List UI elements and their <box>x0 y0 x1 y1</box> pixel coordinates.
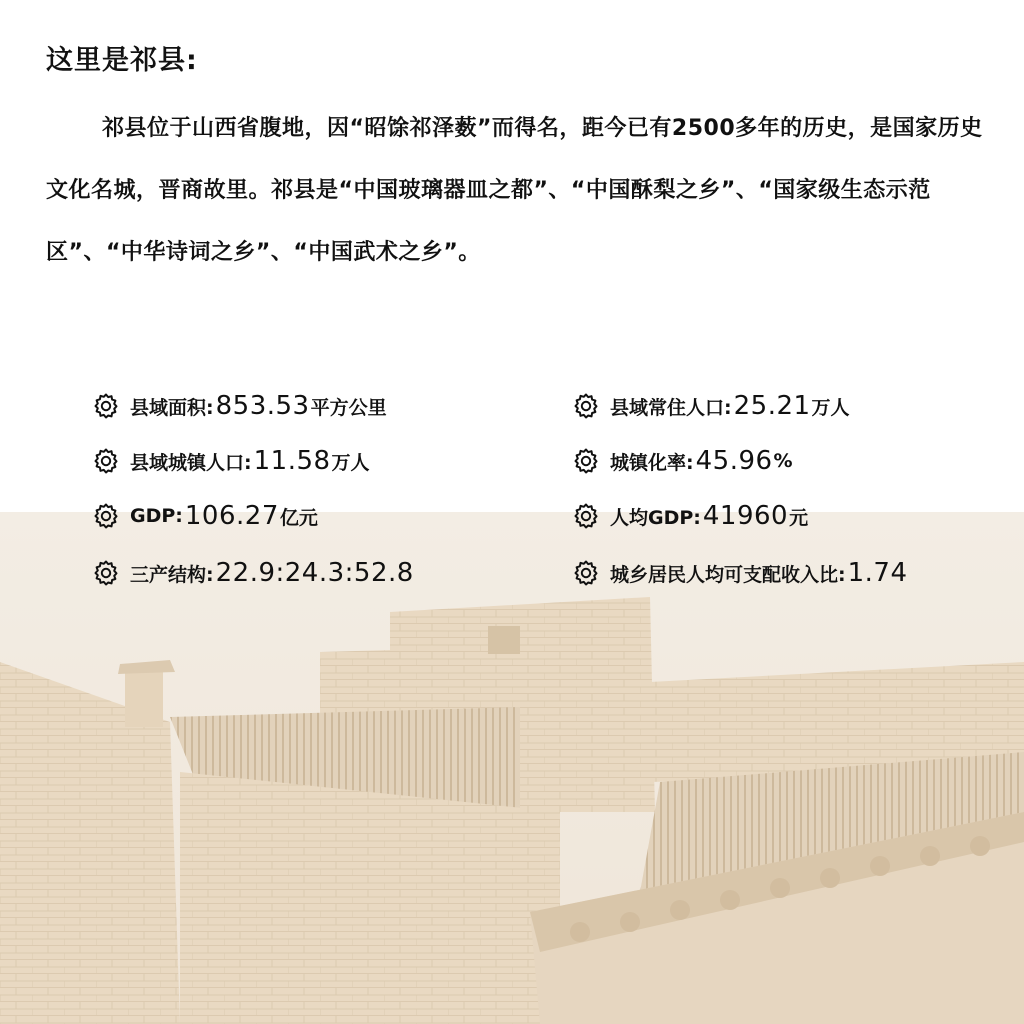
stat-urban-population <box>92 443 370 479</box>
gear-icon <box>92 447 120 475</box>
stat-label: 三产结构: <box>130 563 214 586</box>
gear-icon <box>572 559 600 587</box>
stat-unit: 万人 <box>331 451 370 474</box>
gear-icon <box>572 502 600 530</box>
stat-label: 城乡居民人均可支配收入比: <box>610 563 846 586</box>
stat-label: 县域城镇人口: <box>130 451 252 474</box>
page-title: 这里是祁县: <box>46 45 198 76</box>
stat-unit: 亿元 <box>279 506 318 529</box>
stat-label: 县域常住人口: <box>610 396 732 419</box>
stat-industry-structure <box>92 555 415 591</box>
stat-value: 22.9:24.3:52.8 <box>215 558 414 588</box>
stat-label: GDP: <box>130 505 183 527</box>
stat-value: 25.21 <box>733 391 811 421</box>
gear-icon <box>572 447 600 475</box>
stat-label: 人均GDP: <box>610 506 701 529</box>
gear-icon <box>572 392 600 420</box>
stat-value: 853.53 <box>215 391 310 421</box>
stat-income-ratio <box>572 555 909 591</box>
stat-unit: 平方公里 <box>310 396 387 419</box>
stat-gdp-per-capita <box>572 498 808 534</box>
stat-unit: % <box>773 450 793 472</box>
stat-resident-population <box>572 388 850 424</box>
stat-value: 106.27 <box>184 501 279 531</box>
stat-unit: 万人 <box>811 396 850 419</box>
stat-unit: 元 <box>789 506 809 529</box>
stat-county-area <box>92 388 387 424</box>
gear-icon <box>92 392 120 420</box>
gear-icon <box>92 502 120 530</box>
stat-label: 城镇化率: <box>610 451 694 474</box>
stat-value: 1.74 <box>847 558 908 588</box>
stat-gdp <box>92 498 318 534</box>
intro-paragraph: 祁县位于山西省腹地，因“昭馀祁泽薮”而得名，距今已有2500多年的历史，是国家历史文化名城，晋商故里。祁县是“中国玻璃器皿之都”、“中国酥梨之乡”、“国家级生态示范区”、“中华诗词之乡”、“中国武术之乡”。 <box>46 116 983 265</box>
stat-label: 县域面积: <box>130 396 214 419</box>
stat-value: 11.58 <box>253 446 331 476</box>
stat-value: 41960 <box>702 501 789 531</box>
gear-icon <box>92 559 120 587</box>
stat-urbanization-rate <box>572 443 793 479</box>
stat-value: 45.96 <box>695 446 773 476</box>
